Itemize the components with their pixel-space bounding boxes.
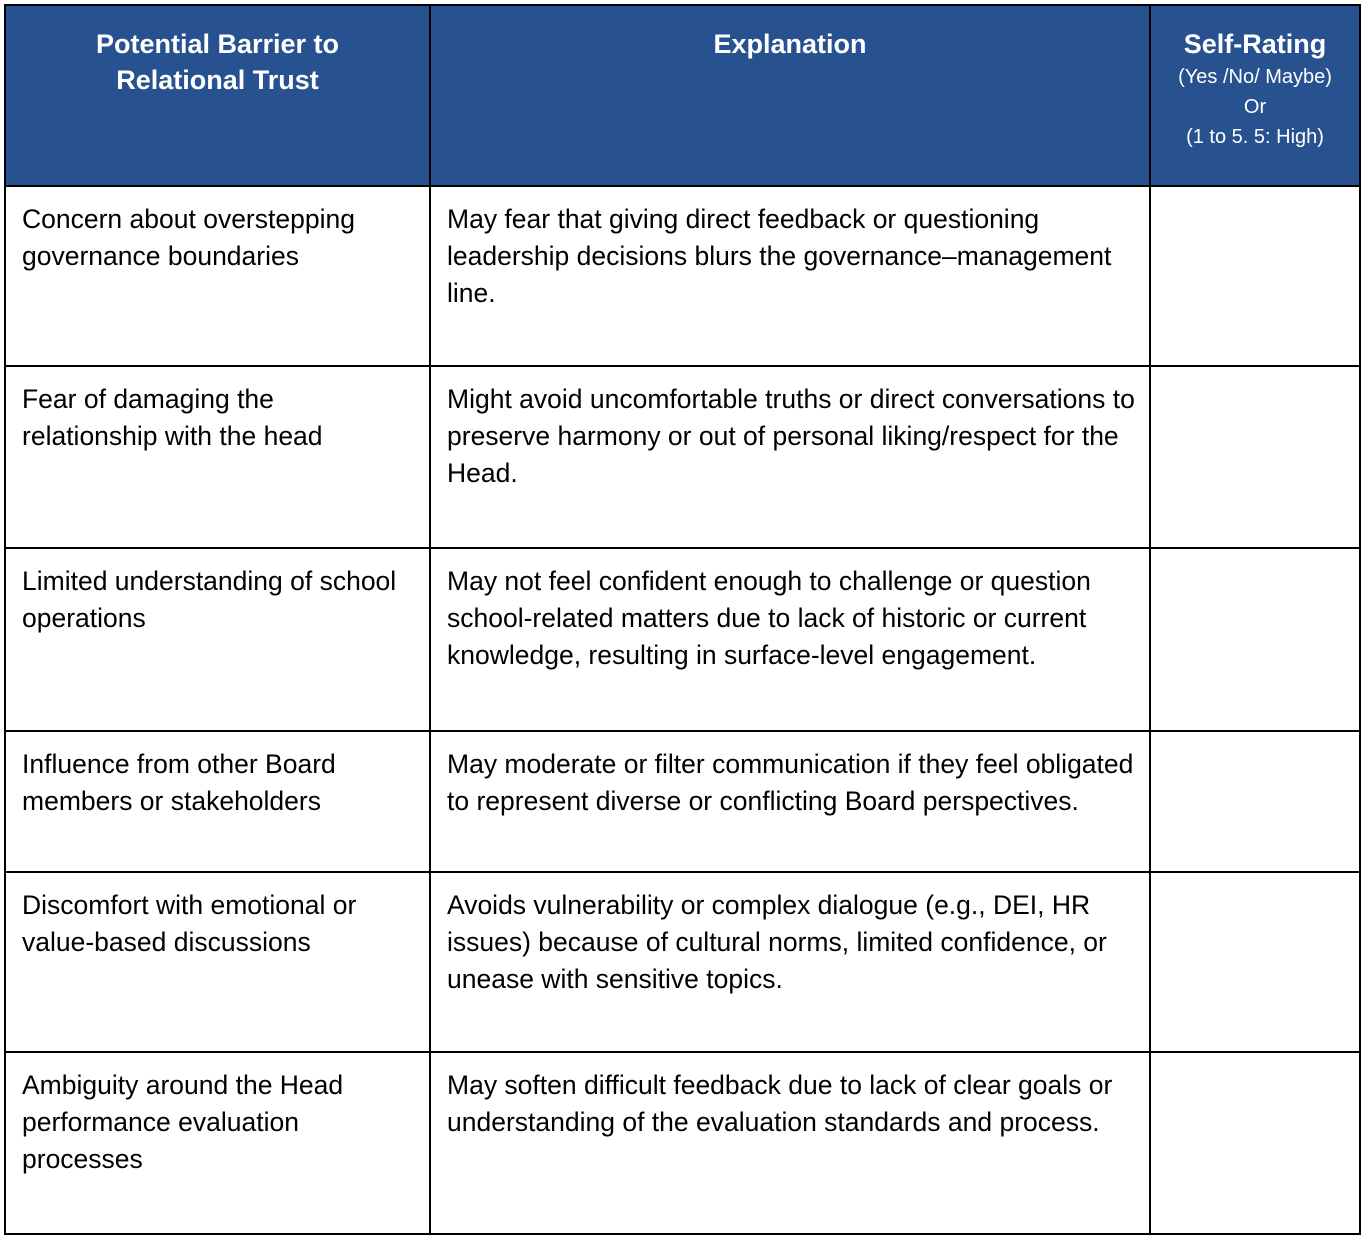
- barrier-cell: Fear of damaging the relationship with the head: [5, 366, 430, 548]
- table-row: [5, 186, 1360, 366]
- header-explanation: [430, 5, 1150, 186]
- barrier-cell: Discomfort with emotional or value-based discussions: [5, 872, 430, 1052]
- rating-cell[interactable]: [1150, 731, 1360, 872]
- barrier-cell: Concern about overstepping governance boundaries: [5, 186, 430, 366]
- explanation-cell: May soften difficult feedback due to lack of clear goals or understanding of the evaluation standards and process.: [430, 1052, 1150, 1234]
- header-self-rating-line1: (Yes /No/ Maybe): [1178, 66, 1332, 88]
- header-self-rating-label: Self-Rating: [1183, 29, 1327, 59]
- explanation-cell: May not feel confident enough to challenge or question school-related matters due to lack of historic or current knowledge, resulting in surface-level engagement.: [430, 548, 1150, 730]
- explanation-cell: May moderate or filter communication if they feel obligated to represent diverse or conflicting Board perspectives.: [430, 731, 1150, 872]
- explanation-cell: May fear that giving direct feedback or questioning leadership decisions blurs the governance–management line.: [430, 186, 1150, 366]
- rating-cell[interactable]: [1150, 1052, 1360, 1234]
- rating-cell[interactable]: [1150, 548, 1360, 730]
- header-explanation-label: Explanation: [713, 29, 867, 59]
- header-barrier-label: Potential Barrier to Relational Trust: [95, 29, 340, 95]
- table-row: [5, 548, 1360, 730]
- table-row: [5, 872, 1360, 1052]
- table-row: [5, 731, 1360, 872]
- barrier-cell: Influence from other Board members or stakeholders: [5, 731, 430, 872]
- table-row: [5, 1052, 1360, 1234]
- explanation-cell: Might avoid uncomfortable truths or direct conversations to preserve harmony or out of personal liking/respect for the Head.: [430, 366, 1150, 548]
- table-header-row: [5, 5, 1360, 186]
- table-row: [5, 366, 1360, 548]
- barrier-cell: Limited understanding of school operations: [5, 548, 430, 730]
- header-self-rating-line3: (1 to 5. 5: High): [1186, 126, 1324, 148]
- header-barrier: [5, 5, 430, 186]
- barrier-cell: Ambiguity around the Head performance evaluation processes: [5, 1052, 430, 1234]
- rating-cell[interactable]: [1150, 366, 1360, 548]
- header-self-rating: [1150, 5, 1360, 186]
- rating-cell[interactable]: [1150, 872, 1360, 1052]
- barrier-rating-table: [4, 4, 1361, 1235]
- explanation-cell: Avoids vulnerability or complex dialogue (e.g., DEI, HR issues) because of cultural norms, limited confidence, or unease with sensitive topics.: [430, 872, 1150, 1052]
- header-self-rating-line2: Or: [1243, 96, 1267, 118]
- rating-cell[interactable]: [1150, 186, 1360, 366]
